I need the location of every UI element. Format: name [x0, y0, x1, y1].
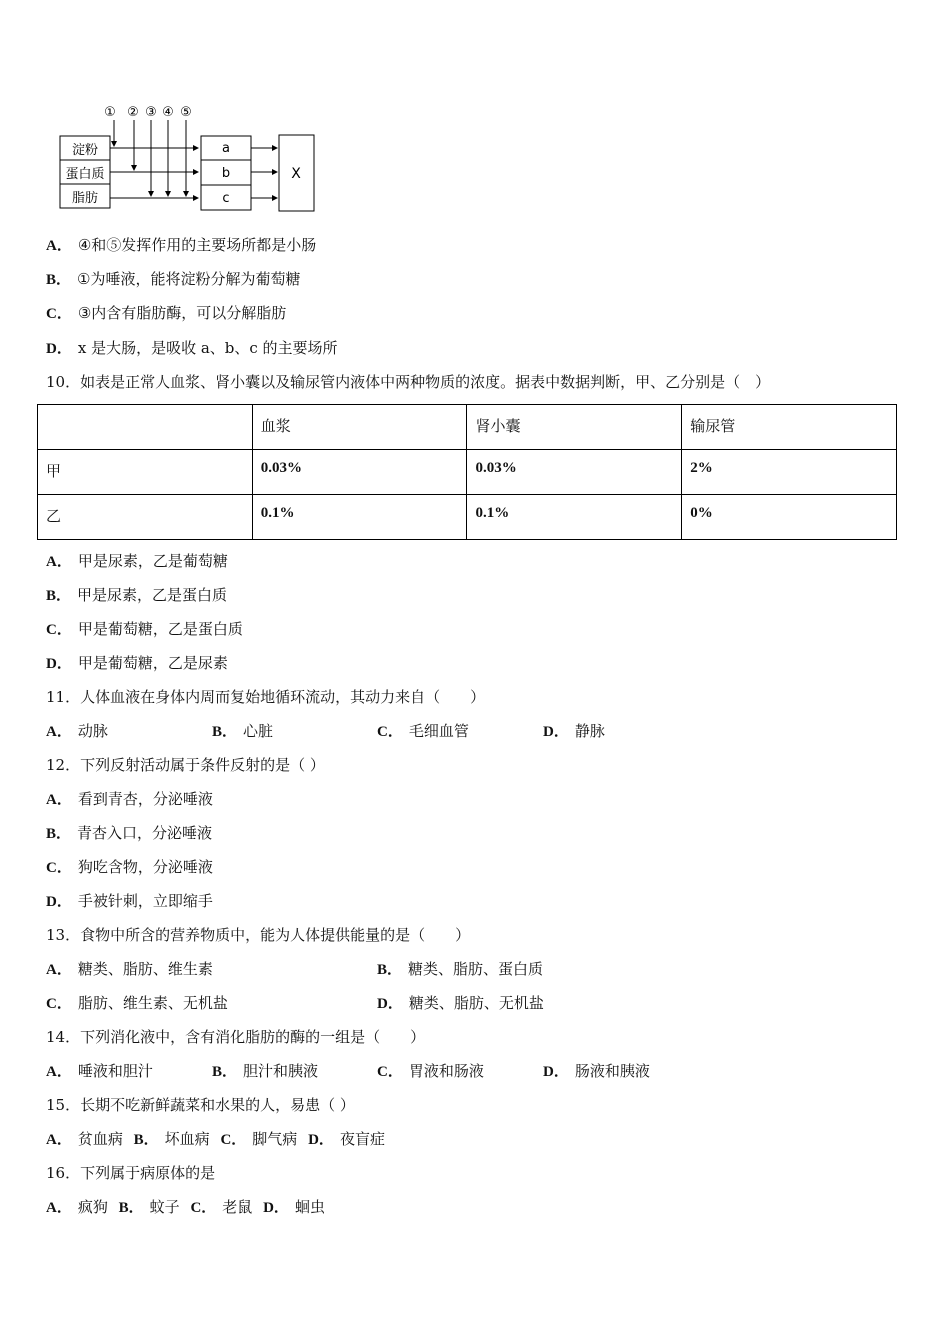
q14-option-b[interactable]: B． 胆汁和胰液	[212, 1062, 319, 1080]
product-b: b	[221, 166, 231, 181]
table-row	[38, 495, 897, 540]
q14-option-d[interactable]: D． 肠液和胰液	[543, 1062, 650, 1080]
input-fat: 脂肪	[71, 191, 99, 206]
q11-option-a[interactable]: A． 动脉	[46, 722, 108, 740]
table-cell: 乙	[38, 495, 253, 540]
target-x: X	[291, 166, 301, 182]
q12-stem: 12．下列反射活动属于条件反射的是（ ）	[46, 756, 325, 774]
q9-option-d[interactable]: D． x 是大肠，是吸收 a、b、c 的主要场所	[46, 339, 338, 357]
q12-option-c[interactable]: C． 狗吃含物，分泌唾液	[46, 858, 213, 876]
marker-4: ④	[162, 105, 174, 120]
table-header-cell	[38, 405, 253, 450]
q16-option-d[interactable]: D． 蛔虫	[263, 1198, 325, 1216]
q13-option-d[interactable]: D． 糖类、脂肪、无机盐	[377, 994, 544, 1012]
table-cell: 2%	[682, 450, 897, 495]
table-cell: 甲	[38, 450, 253, 495]
q12-option-b[interactable]: B． 青杏入口，分泌唾液	[46, 824, 213, 842]
q15-options	[46, 1129, 385, 1150]
table-header-cell: 肾小囊	[467, 405, 682, 450]
marker-5: ⑤	[180, 105, 192, 120]
q16-option-c[interactable]: C． 老鼠	[190, 1198, 253, 1216]
marker-2: ②	[127, 105, 139, 120]
q15-option-b[interactable]: B． 坏血病	[133, 1130, 210, 1148]
q16-options	[46, 1197, 325, 1218]
q13-option-c[interactable]: C． 脂肪、维生素、无机盐	[46, 994, 228, 1012]
q9-option-c[interactable]: C． ③内含有脂肪酶，可以分解脂肪	[46, 304, 287, 322]
table-cell: 0.03%	[467, 450, 682, 495]
q15-option-d[interactable]: D． 夜盲症	[308, 1130, 385, 1148]
q9-option-a[interactable]: A． ④和⑤发挥作用的主要场所都是小肠	[46, 236, 317, 254]
product-c: c	[222, 191, 230, 206]
q11-option-c[interactable]: C． 毛细血管	[377, 722, 469, 740]
q9-option-b[interactable]: B． ①为唾液，能将淀粉分解为葡萄糖	[46, 270, 301, 288]
q14-option-c[interactable]: C． 胃液和肠液	[377, 1062, 484, 1080]
q15-option-a[interactable]: A． 贫血病	[46, 1130, 123, 1148]
product-a: a	[222, 141, 230, 156]
q14-option-a[interactable]: A． 唾液和胆汁	[46, 1062, 153, 1080]
q10-option-c[interactable]: C． 甲是葡萄糖，乙是蛋白质	[46, 620, 243, 638]
table-cell: 0.1%	[467, 495, 682, 540]
q13-stem: 13．食物中所含的营养物质中，能为人体提供能量的是（ ）	[46, 926, 471, 944]
q12-option-d[interactable]: D． 手被针刺，立即缩手	[46, 892, 213, 910]
q16-option-a[interactable]: A． 疯狗	[46, 1198, 108, 1216]
q11-option-d[interactable]: D． 静脉	[543, 722, 605, 740]
q11-option-b[interactable]: B． 心脏	[212, 722, 274, 740]
digestion-diagram	[50, 100, 320, 215]
input-starch: 淀粉	[71, 143, 99, 158]
q13-option-b[interactable]: B． 糖类、脂肪、蛋白质	[377, 960, 544, 978]
q11-stem: 11．人体血液在身体内周而复始地循环流动，其动力来自（ ）	[46, 688, 486, 706]
marker-1: ①	[104, 105, 116, 120]
q16-option-b[interactable]: B． 蚊子	[118, 1198, 180, 1216]
q15-stem: 15．长期不吃新鲜蔬菜和水果的人，易患（ ）	[46, 1096, 355, 1114]
table-header-row	[38, 405, 897, 450]
q10-option-a[interactable]: A． 甲是尿素，乙是葡萄糖	[46, 552, 228, 570]
table-row	[38, 450, 897, 495]
table-header-cell: 血浆	[252, 405, 467, 450]
q13-option-a[interactable]: A． 糖类、脂肪、维生素	[46, 960, 213, 978]
table-cell: 0%	[682, 495, 897, 540]
table-header-cell: 输尿管	[682, 405, 897, 450]
q15-option-c[interactable]: C． 脚气病	[220, 1130, 298, 1148]
q10-option-b[interactable]: B． 甲是尿素，乙是蛋白质	[46, 586, 228, 604]
q10-option-d[interactable]: D． 甲是葡萄糖，乙是尿素	[46, 654, 228, 672]
input-protein: 蛋白质	[65, 167, 105, 182]
q16-stem: 16．下列属于病原体的是	[46, 1164, 216, 1182]
table-cell: 0.1%	[252, 495, 467, 540]
q14-stem: 14．下列消化液中，含有消化脂肪的酶的一组是（ ）	[46, 1028, 426, 1046]
q10-table	[37, 404, 897, 540]
q10-stem: 10．如表是正常人血浆、肾小囊以及输尿管内液体中两种物质的浓度。据表中数据判断，甲、乙分别是（ ）	[46, 373, 771, 391]
marker-3: ③	[145, 105, 157, 120]
q12-option-a[interactable]: A． 看到青杏，分泌唾液	[46, 790, 213, 808]
table-cell: 0.03%	[252, 450, 467, 495]
